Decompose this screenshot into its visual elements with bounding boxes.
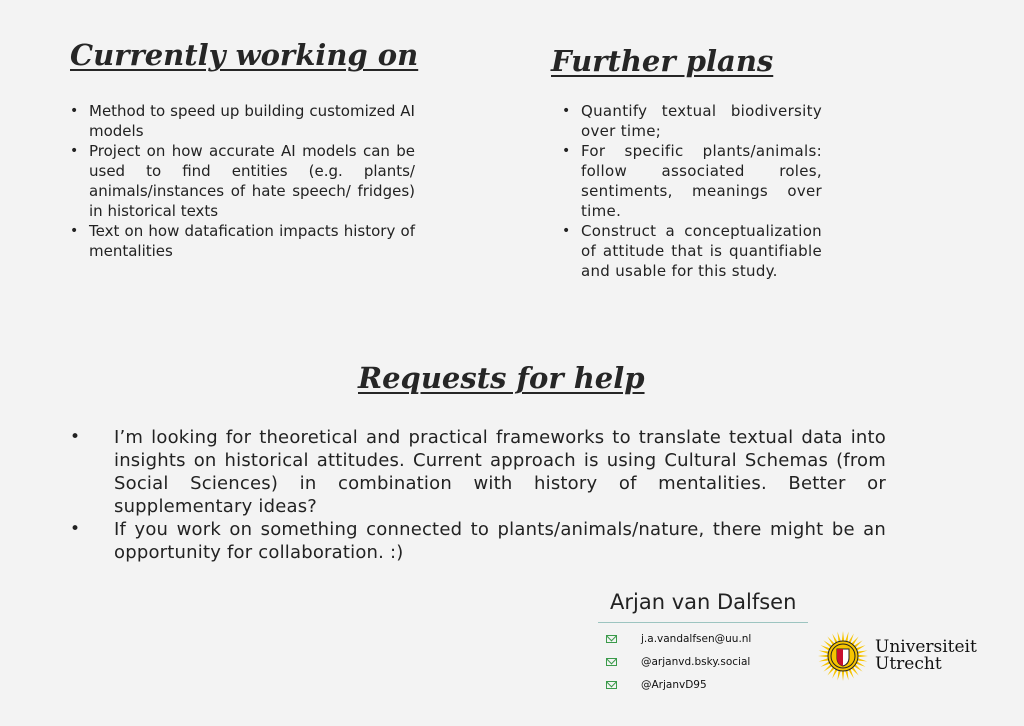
list-item: • I’m looking for theoretical and practical frameworks to translate textual data into insights on historical attitudes. Current approach is using Cultural Schemas (from Social Sciences) in combination with history of mentalities. Better or supplementary ideas? — [70, 426, 886, 518]
contact-email-row — [606, 631, 751, 647]
sun-ray — [857, 658, 867, 661]
contact-twitter[interactable]: @ArjanvD95 — [641, 679, 707, 691]
contact-email[interactable]: j.a.vandalfsen@uu.nl — [641, 633, 752, 645]
sun-ray — [845, 632, 848, 642]
list-item: • Method to speed up building customized AI models — [70, 101, 415, 141]
university-sun-logo-icon — [817, 630, 869, 682]
sun-ray — [832, 669, 837, 679]
university-name-line1: Universiteit — [875, 637, 977, 657]
heading-currently-working-on: Currently working on — [70, 38, 419, 72]
contact-name: Arjan van Dalfsen — [610, 590, 797, 614]
contact-twitter-row — [606, 677, 707, 693]
sun-ray — [842, 671, 844, 681]
list-item: • Project on how accurate AI models can be used to find entities (e.g. plants/ animals/instances of hate speech/ fridges) in historical texts — [70, 141, 415, 221]
sun-ray — [848, 669, 853, 679]
sun-ray — [820, 645, 830, 650]
sun-ray — [845, 670, 848, 680]
sun-ray — [848, 633, 853, 643]
university-name-line2: Utrecht — [875, 654, 942, 674]
sun-ray — [842, 631, 844, 641]
sun-ray — [856, 661, 866, 666]
list-item: • Text on how datafication impacts history of mentalities — [70, 221, 415, 261]
sun-ray — [820, 661, 830, 666]
mail-icon — [606, 658, 617, 666]
sun-ray — [837, 632, 840, 642]
contact-divider — [598, 622, 808, 623]
mail-icon — [606, 681, 617, 689]
sun-ray — [837, 670, 840, 680]
contact-bluesky-row — [606, 654, 750, 670]
mail-icon — [606, 635, 617, 643]
heading-further-plans: Further plans — [551, 44, 774, 78]
sun-ray — [819, 650, 829, 653]
sun-ray — [858, 655, 868, 657]
requests-for-help-list — [70, 426, 886, 564]
contact-bluesky[interactable]: @arjanvd.bsky.social — [641, 656, 751, 668]
sun-ray — [818, 655, 828, 657]
further-plans-list — [562, 101, 822, 281]
list-item: • Construct a conceptualization of attitude that is quantifiable and usable for this study. — [562, 221, 822, 281]
university-name — [875, 639, 977, 673]
list-item: • If you work on something connected to plants/animals/nature, there might be an opportunity for collaboration. :) — [70, 518, 886, 564]
currently-working-on-list — [70, 101, 415, 261]
sun-ray — [856, 645, 866, 650]
list-item: • For specific plants/animals: follow associated roles, sentiments, meanings over time. — [562, 141, 822, 221]
list-item: • Quantify textual biodiversity over time; — [562, 101, 822, 141]
heading-requests-for-help: Requests for help — [358, 361, 645, 395]
sun-ray — [857, 650, 867, 653]
sun-ray — [832, 633, 837, 643]
sun-ray — [819, 658, 829, 661]
